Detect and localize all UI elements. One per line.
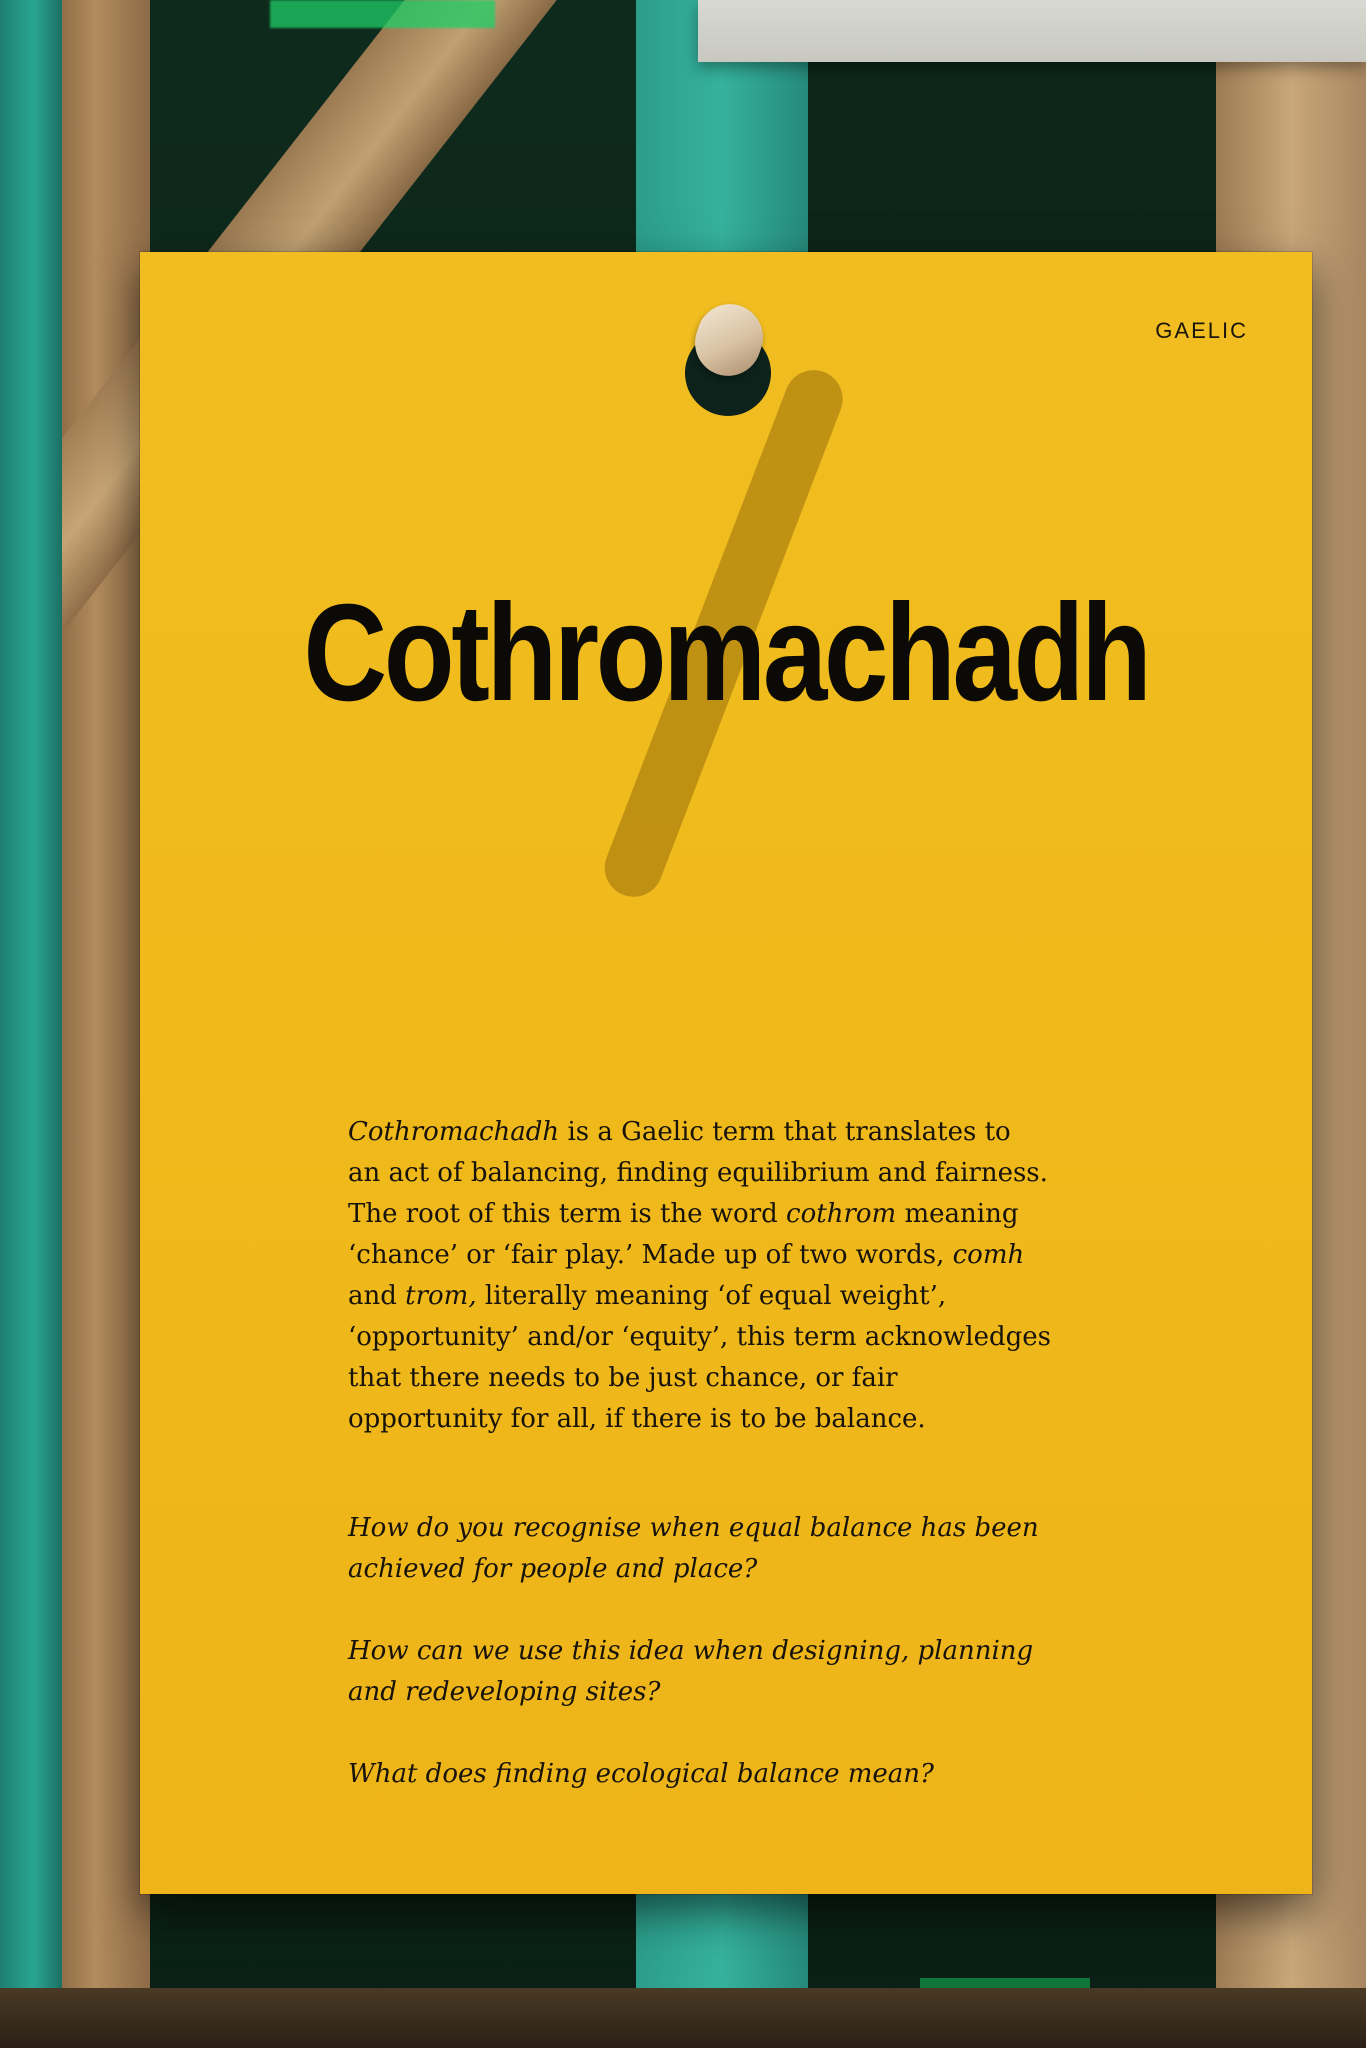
question-item <box>348 1631 1148 1713</box>
description-line <box>348 1112 1148 1153</box>
description-line <box>348 1194 1148 1235</box>
description-text: an act of balancing, finding equilibrium and fairness. <box>348 1158 1048 1188</box>
question-line: How can we use this idea when designing, planning <box>348 1636 1034 1666</box>
description-paragraph <box>348 1112 1148 1440</box>
description-text: ‘opportunity’ and/or ‘equity’, this term acknowledges <box>348 1322 1051 1352</box>
description-italic-term: Cothromachadh <box>348 1117 560 1147</box>
description-text: is a Gaelic term that translates to <box>559 1117 1011 1147</box>
description-text: opportunity for all, if there is to be balance. <box>348 1404 926 1434</box>
description-text: ‘chance’ or ‘fair play.’ Made up of two words, <box>348 1240 953 1270</box>
wooden-frame-left <box>58 0 150 2048</box>
description-line <box>348 1399 1148 1440</box>
description-line <box>348 1317 1148 1358</box>
description-line <box>348 1358 1148 1399</box>
language-label: GAELIC <box>1155 318 1248 343</box>
term-title: Cothromachadh <box>303 576 1149 730</box>
question-line: and redeveloping sites? <box>348 1677 661 1707</box>
question-line: achieved for people and place? <box>348 1554 758 1584</box>
question-line: How do you recognise when equal balance has been <box>348 1513 1039 1543</box>
description-italic-term: cothrom <box>786 1199 897 1229</box>
description-line <box>348 1276 1148 1317</box>
description-text: literally meaning ‘of equal weight’, <box>476 1281 947 1311</box>
description-text: that there needs to be just chance, or fair <box>348 1363 898 1393</box>
question-item <box>348 1508 1148 1590</box>
question-item <box>348 1754 1148 1795</box>
description-line <box>348 1153 1148 1194</box>
adjacent-card-top <box>698 0 1366 62</box>
question-line: What does finding ecological balance mean? <box>348 1759 934 1789</box>
bottom-shelf <box>0 1988 1366 2048</box>
description-text: The root of this term is the word <box>348 1199 787 1229</box>
description-text: meaning <box>896 1199 1019 1229</box>
teal-post-left <box>0 0 62 2048</box>
description-line <box>348 1235 1148 1276</box>
green-light-top <box>270 0 495 28</box>
description-italic-term: comh <box>952 1240 1025 1270</box>
description-text: and <box>348 1281 406 1311</box>
reflection-questions <box>348 1508 1148 1836</box>
description-italic-term: trom, <box>405 1281 477 1311</box>
yellow-sign <box>140 252 1312 1894</box>
